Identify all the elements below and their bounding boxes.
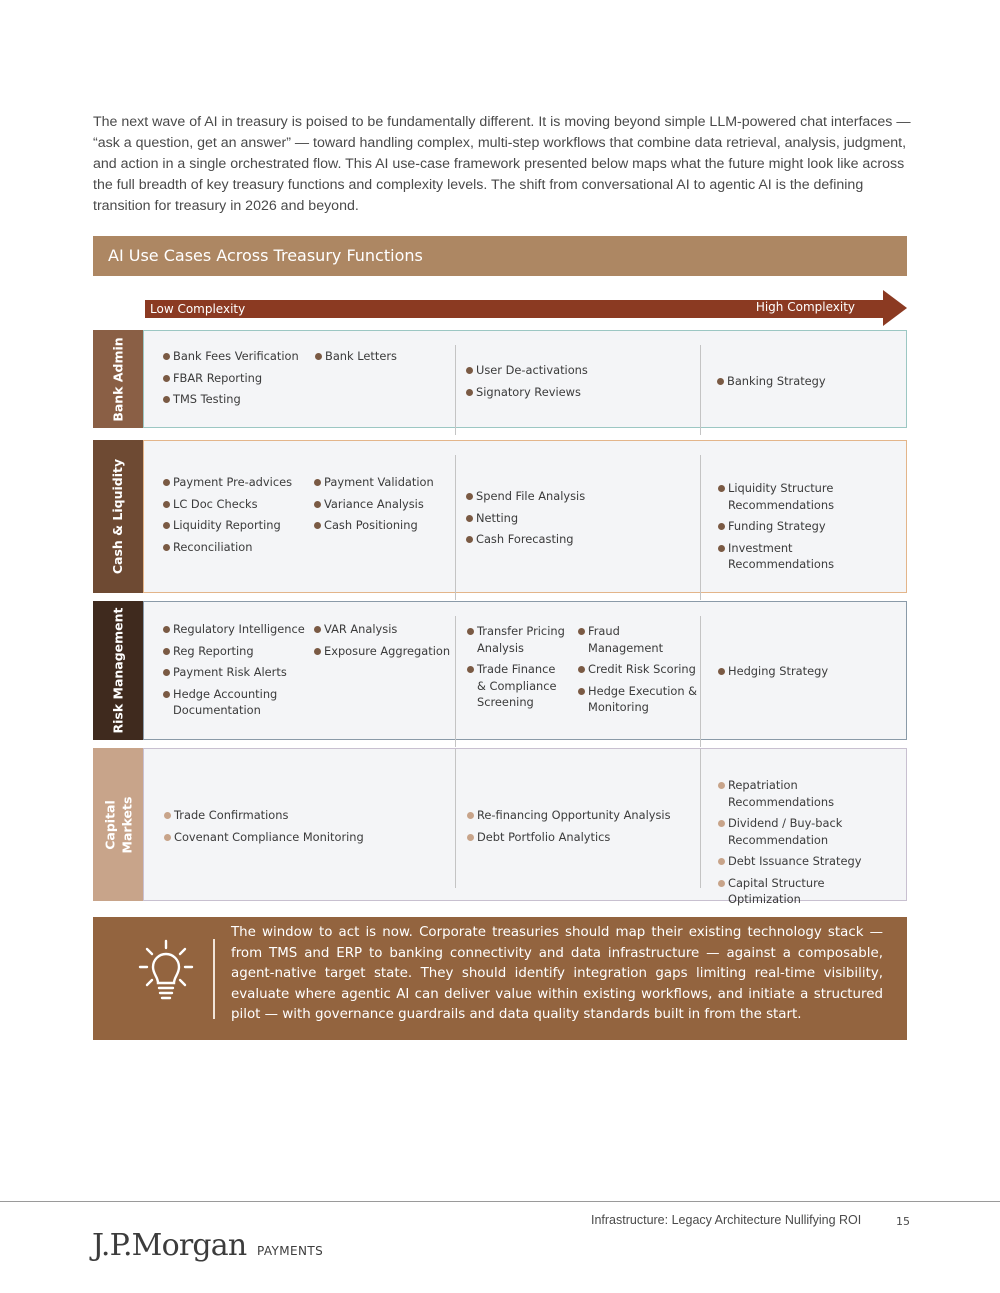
risk-mid-list-a xyxy=(467,623,567,716)
use-case-item: Trade Finance & Compliance Screening xyxy=(467,661,567,711)
use-case-item: Cash Forecasting xyxy=(466,531,696,548)
use-case-item: LC Doc Checks xyxy=(163,496,308,513)
risk-high-list xyxy=(718,663,893,685)
brand-sub-label: PAYMENTS xyxy=(257,1244,324,1258)
use-case-item: Debt Issuance Strategy xyxy=(718,853,898,870)
column-divider xyxy=(455,749,456,888)
use-case-item: Reconciliation xyxy=(163,539,308,556)
use-case-item: Funding Strategy xyxy=(718,518,893,535)
use-case-item: Payment Pre-advices xyxy=(163,474,308,491)
bank-admin-mid-list xyxy=(466,362,696,405)
use-case-item: Trade Confirmations xyxy=(164,807,394,824)
use-case-item: Bank Letters xyxy=(315,348,445,365)
capital-mid-list xyxy=(467,807,697,850)
high-complexity-label: High Complexity xyxy=(755,300,855,314)
column-divider xyxy=(455,455,456,600)
bank-admin-low-list-b xyxy=(315,348,445,370)
use-case-item: Spend File Analysis xyxy=(466,488,696,505)
callout-divider xyxy=(213,939,215,1019)
cash-low-list-b xyxy=(314,474,449,539)
use-case-item: Regulatory Intelligence xyxy=(163,621,308,638)
row-label-risk-management: Risk Management xyxy=(93,601,143,740)
use-case-item: Hedge Accounting Documentation xyxy=(163,686,308,719)
column-divider xyxy=(700,455,701,600)
risk-low-list-a xyxy=(163,621,308,724)
arrow-right-icon xyxy=(883,290,907,326)
cash-mid-list xyxy=(466,488,696,553)
use-case-item: Liquidity Reporting xyxy=(163,517,308,534)
footer-rule xyxy=(0,1201,1000,1202)
use-case-item: Investment Recommendations xyxy=(718,540,893,573)
use-case-item: FBAR Reporting xyxy=(163,370,308,387)
use-case-item: Dividend / Buy-back Recommendation xyxy=(718,815,898,848)
column-divider xyxy=(700,345,701,435)
risk-mid-list-b xyxy=(578,623,698,721)
risk-low-list-b xyxy=(314,621,454,664)
row-label-cash-liquidity: Cash & Liquidity xyxy=(93,440,143,593)
framework-title: AI Use Cases Across Treasury Functions xyxy=(93,236,907,276)
row-capital-markets xyxy=(93,748,907,906)
lightbulb-icon xyxy=(138,939,194,1005)
use-case-item: Cash Positioning xyxy=(314,517,449,534)
use-case-item: Debt Portfolio Analytics xyxy=(467,829,697,846)
use-case-item: Banking Strategy xyxy=(717,373,897,390)
row-label-capital-markets: Capital Markets xyxy=(93,748,143,901)
use-case-item: User De-activations xyxy=(466,362,696,379)
use-case-item: Re-financing Opportunity Analysis xyxy=(467,807,697,824)
row-risk-management xyxy=(93,601,907,740)
row-bank-admin xyxy=(93,330,907,428)
use-case-item: Hedge Execution & Monitoring xyxy=(578,683,698,716)
use-case-item: Payment Validation xyxy=(314,474,449,491)
callout-box xyxy=(93,917,907,1040)
column-divider xyxy=(700,616,701,747)
row-cash-liquidity xyxy=(93,440,907,593)
cash-low-list-a xyxy=(163,474,308,560)
bank-admin-high-list xyxy=(717,373,897,395)
use-case-item: Covenant Compliance Monitoring xyxy=(164,829,394,846)
use-case-item: Hedging Strategy xyxy=(718,663,893,680)
use-case-item: Credit Risk Scoring xyxy=(578,661,698,678)
use-case-item: Signatory Reviews xyxy=(466,384,696,401)
intro-paragraph: The next wave of AI in treasury is poised to be fundamentally different. It is moving beyond simple LLM-powered chat interfaces — “ask a question, get an answer” — toward handling complex, multi-step workflows that combine data retrieval, analysis, judgment, and action in a single orchestrated flow. This AI use-case framework presented below maps what the future might look like across the full breadth of key treasury functions and complexity levels. The shift from conversational AI to agentic AI is the defining transition for treasury in 2026 and beyond. xyxy=(93,114,911,214)
use-case-item: Variance Analysis xyxy=(314,496,449,513)
footer-caption: Infrastructure: Legacy Architecture Nullifying ROI xyxy=(591,1213,862,1227)
use-case-item: Exposure Aggregation xyxy=(314,643,454,660)
row-label-bank-admin: Bank Admin xyxy=(93,330,143,428)
use-case-item: Fraud Management xyxy=(578,623,698,656)
bank-admin-low-list-a xyxy=(163,348,308,413)
use-case-item: Netting xyxy=(466,510,696,527)
low-complexity-label: Low Complexity xyxy=(150,302,246,316)
column-divider xyxy=(455,616,456,747)
use-case-item: Payment Risk Alerts xyxy=(163,664,308,681)
complexity-arrow xyxy=(145,290,907,326)
page-number: 15 xyxy=(896,1215,910,1228)
use-case-item: Reg Reporting xyxy=(163,643,308,660)
brand-logo: J.P.Morgan xyxy=(92,1228,247,1263)
use-case-item: Capital Structure Optimization xyxy=(718,875,898,908)
capital-low-list xyxy=(164,807,394,850)
callout-text: The window to act is now. Corporate treasuries should map their existing technology stack — from TMS and ERP to banking connectivity and data infrastructure — against a composable, agent-native target state. They should identify integration gaps limiting real-time visibility, evaluate where agentic AI can deliver value within existing workflows, and initiate a structured pilot — with governance guardrails and data quality standards built in from the start. xyxy=(231,925,883,1022)
use-case-item: VAR Analysis xyxy=(314,621,454,638)
use-case-item: Liquidity Structure Recommendations xyxy=(718,480,893,513)
capital-high-list xyxy=(718,777,898,913)
use-case-item: TMS Testing xyxy=(163,391,308,408)
use-case-item: Repatriation Recommendations xyxy=(718,777,898,810)
column-divider xyxy=(455,345,456,435)
column-divider xyxy=(700,749,701,888)
cash-high-list xyxy=(718,480,893,578)
use-case-item: Bank Fees Verification xyxy=(163,348,308,365)
use-case-item: Transfer Pricing Analysis xyxy=(467,623,567,656)
